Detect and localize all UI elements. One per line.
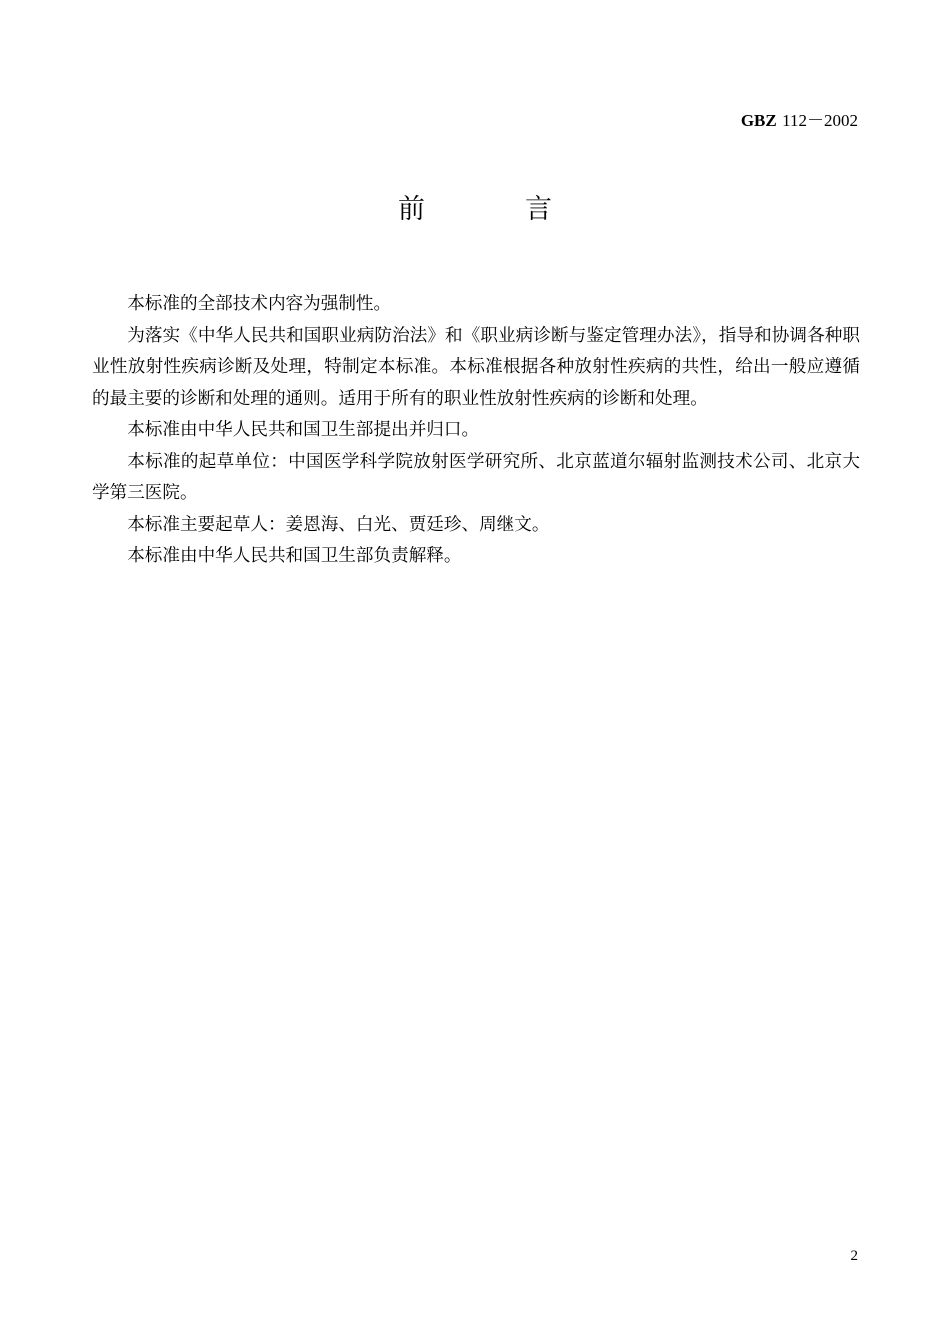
standard-number: 112－2002 xyxy=(782,111,858,130)
page-title xyxy=(0,193,950,227)
paragraph-scope: 本标准的全部技术内容为强制性。 xyxy=(127,294,392,314)
standard-prefix: GBZ xyxy=(740,111,777,130)
paragraph-purpose: 为落实《中华人民共和国职业病防治法》和《职业病诊断与鉴定管理办法》，指导和协调各种职业性放射性疾病诊断及处理，特制定本标准。本标准根据各种放射性疾病的共性，给出一般应遵循的最主要的诊断和处理的通则。适用于所有的职业性放射性疾病的诊断和处理。 xyxy=(92,325,860,409)
title-char-1: 前 xyxy=(398,194,425,225)
paragraph-drafters: 本标准主要起草人：姜恩海、白光、贾廷珍、周继文。 xyxy=(127,514,550,535)
paragraph-proposer: 本标准由中华人民共和国卫生部提出并归口。 xyxy=(127,420,480,440)
standard-code xyxy=(741,110,858,132)
paragraph-interpretation: 本标准由中华人民共和国卫生部负责解释。 xyxy=(127,546,462,566)
title-char-2: 言 xyxy=(525,194,552,225)
paragraph-drafting-units: 本标准的起草单位：中国医学科学院放射医学研究所、北京蓝道尔辐射监测技术公司、北京大学第三医院。 xyxy=(92,451,860,503)
foreword-body xyxy=(92,289,860,573)
page-number: 2 xyxy=(850,1248,858,1264)
